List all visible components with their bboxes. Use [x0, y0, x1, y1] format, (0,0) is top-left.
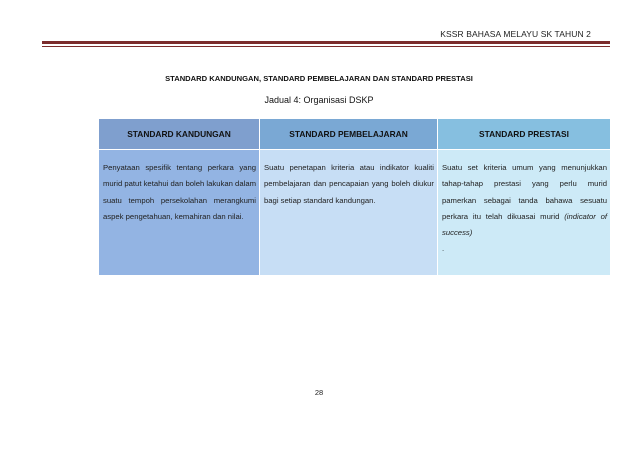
header-standard-prestasi: STANDARD PRESTASI	[438, 119, 611, 150]
header-standard-pembelajaran: STANDARD PEMBELAJARAN	[260, 119, 438, 150]
running-header: KSSR BAHASA MELAYU SK TAHUN 2	[440, 29, 591, 39]
table-caption: Jadual 4: Organisasi DSKP	[264, 95, 374, 105]
cell-standard-prestasi	[438, 150, 611, 276]
cell-standard-kandungan: Penyataan spesifik tentang perkara yang murid patut ketahui dan boleh lakukan dalam suatu tempoh persekolahan merangkumi aspek pengetahuan, kemahiran dan nilai.	[99, 150, 260, 276]
header-standard-kandungan: STANDARD KANDUNGAN	[99, 119, 260, 150]
dskp-organisation-table	[98, 118, 611, 276]
header-rule-thick	[42, 41, 610, 44]
table-header-row	[99, 119, 611, 150]
cell-standard-prestasi-text: Suatu set kriteria umum yang menunjukkan tahap-tahap prestasi yang perlu murid pamerkan sebagai tanda bahawa sesuatu perkara itu telah dikuasai murid	[442, 163, 607, 221]
table-row	[99, 150, 611, 276]
page-number: 28	[314, 388, 324, 397]
cell-standard-pembelajaran: Suatu penetapan kriteria atau indikator kualiti pembelajaran dan pencapaian yang boleh diukur bagi setiap standard kandungan.	[260, 150, 438, 276]
header-rule-thin	[42, 46, 610, 47]
section-title: STANDARD KANDUNGAN, STANDARD PEMBELAJARAN DAN STANDARD PRESTASI	[165, 74, 473, 83]
cell-standard-prestasi-trailing: .	[442, 244, 445, 254]
cell-standard-prestasi-emphasis: (indicator of success)	[442, 211, 607, 238]
